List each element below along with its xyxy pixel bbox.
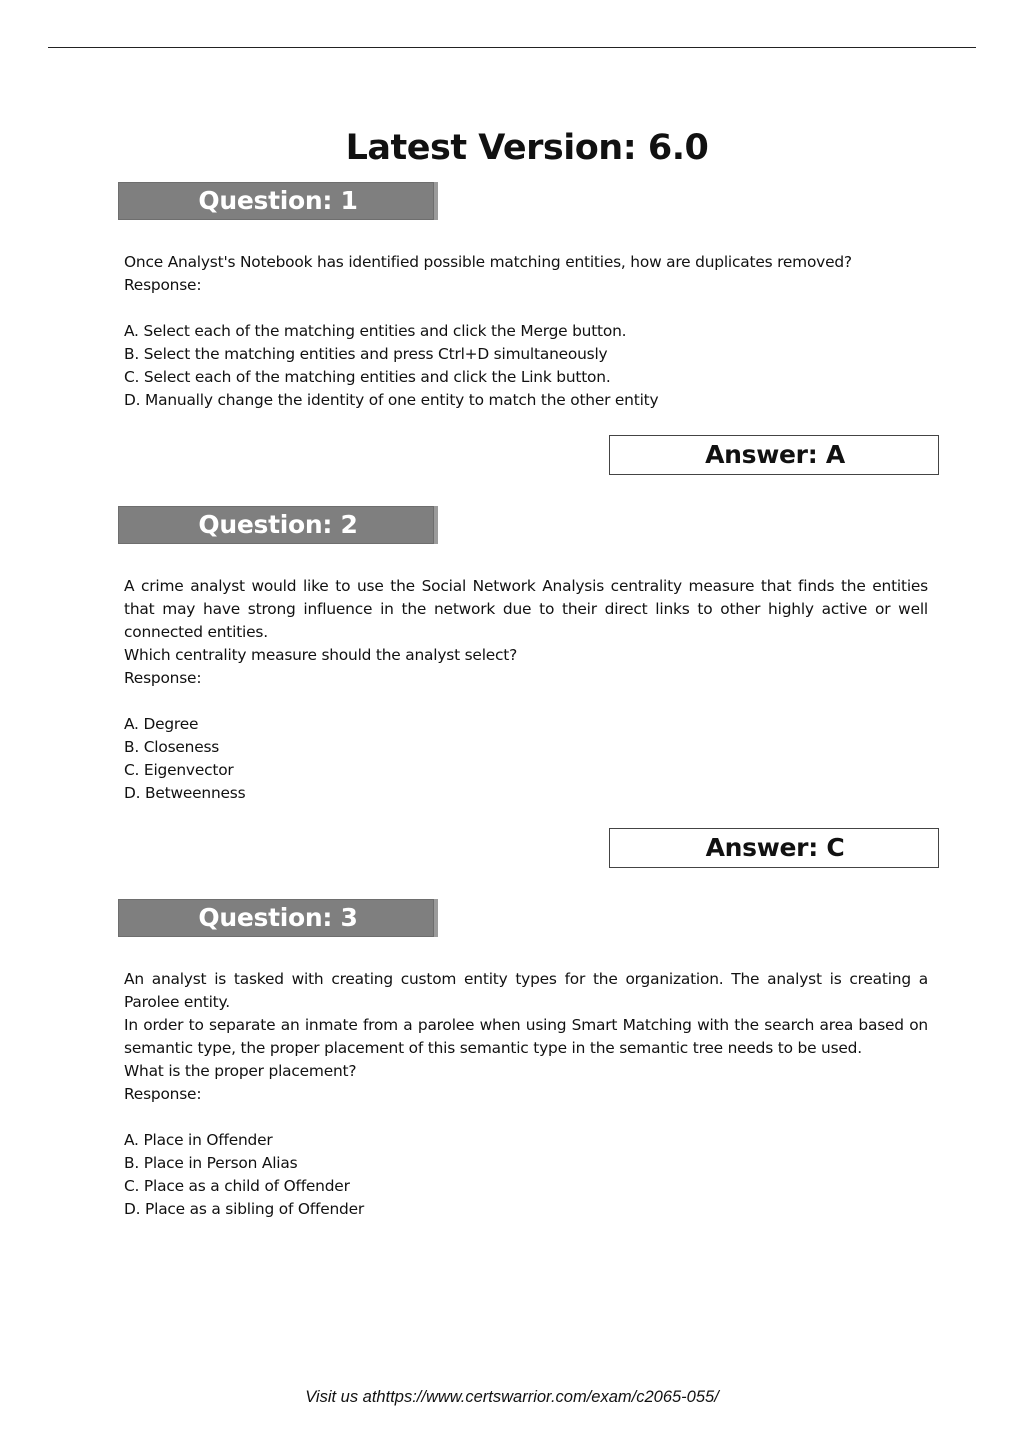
question-2-body: [124, 575, 928, 805]
question-1-answer: Answer: A: [705, 440, 845, 469]
question-1-option-c: C. Select each of the matching entities and click the Link button.: [124, 368, 611, 386]
question-2-text: A crime analyst would like to use the Social Network Analysis centrality measure that finds the entities that may have strong influence in the network due to their direct links to other highly active or well connected entities.: [124, 577, 928, 641]
question-3-context: In order to separate an inmate from a parolee when using Smart Matching with the search area based on semantic type, the proper placement of this semantic type in the semantic tree needs to be used.: [124, 1016, 928, 1057]
footer-visit-link[interactable]: Visit us athttps://www.certswarrior.com/exam/c2065-055/: [305, 1388, 719, 1406]
question-3-body: [124, 968, 928, 1221]
question-2-response-label: Response:: [124, 669, 202, 687]
question-3-option-b: B. Place in Person Alias: [124, 1154, 298, 1172]
question-3-option-c: C. Place as a child of Offender: [124, 1177, 350, 1195]
question-3-option-a: A. Place in Offender: [124, 1131, 273, 1149]
question-1-text: Once Analyst's Notebook has identified possible matching entities, how are duplicates removed?: [124, 253, 852, 271]
question-3-option-d: D. Place as a sibling of Offender: [124, 1200, 365, 1218]
question-3-banner: [118, 899, 438, 937]
question-1-heading: Question: 1: [198, 186, 358, 215]
question-2-heading: Question: 2: [198, 510, 358, 539]
question-2-banner: [118, 506, 438, 544]
question-1-banner: [118, 182, 438, 220]
question-1-body: [124, 251, 928, 412]
question-2-option-b: B. Closeness: [124, 738, 220, 756]
page-title: Latest Version: 6.0: [345, 128, 709, 168]
question-2-option-c: C. Eigenvector: [124, 761, 234, 779]
question-1-response-label: Response:: [124, 276, 202, 294]
question-1-option-d: D. Manually change the identity of one entity to match the other entity: [124, 391, 659, 409]
question-3-question: What is the proper placement?: [124, 1062, 357, 1080]
question-2-answer: Answer: C: [705, 833, 845, 862]
question-2-option-a: A. Degree: [124, 715, 199, 733]
question-3-text: An analyst is tasked with creating custom entity types for the organization. The analyst is creating a Parolee entity.: [124, 970, 928, 1011]
question-2-answer-box: [609, 828, 939, 868]
question-1-answer-box: [609, 435, 939, 475]
top-divider: [48, 47, 976, 48]
question-2-question: Which centrality measure should the analyst select?: [124, 646, 518, 664]
question-1-option-a: A. Select each of the matching entities and click the Merge button.: [124, 322, 627, 340]
question-2-option-d: D. Betweenness: [124, 784, 246, 802]
question-1-option-b: B. Select the matching entities and press Ctrl+D simultaneously: [124, 345, 608, 363]
question-3-heading: Question: 3: [198, 903, 358, 932]
question-3-response-label: Response:: [124, 1085, 202, 1103]
